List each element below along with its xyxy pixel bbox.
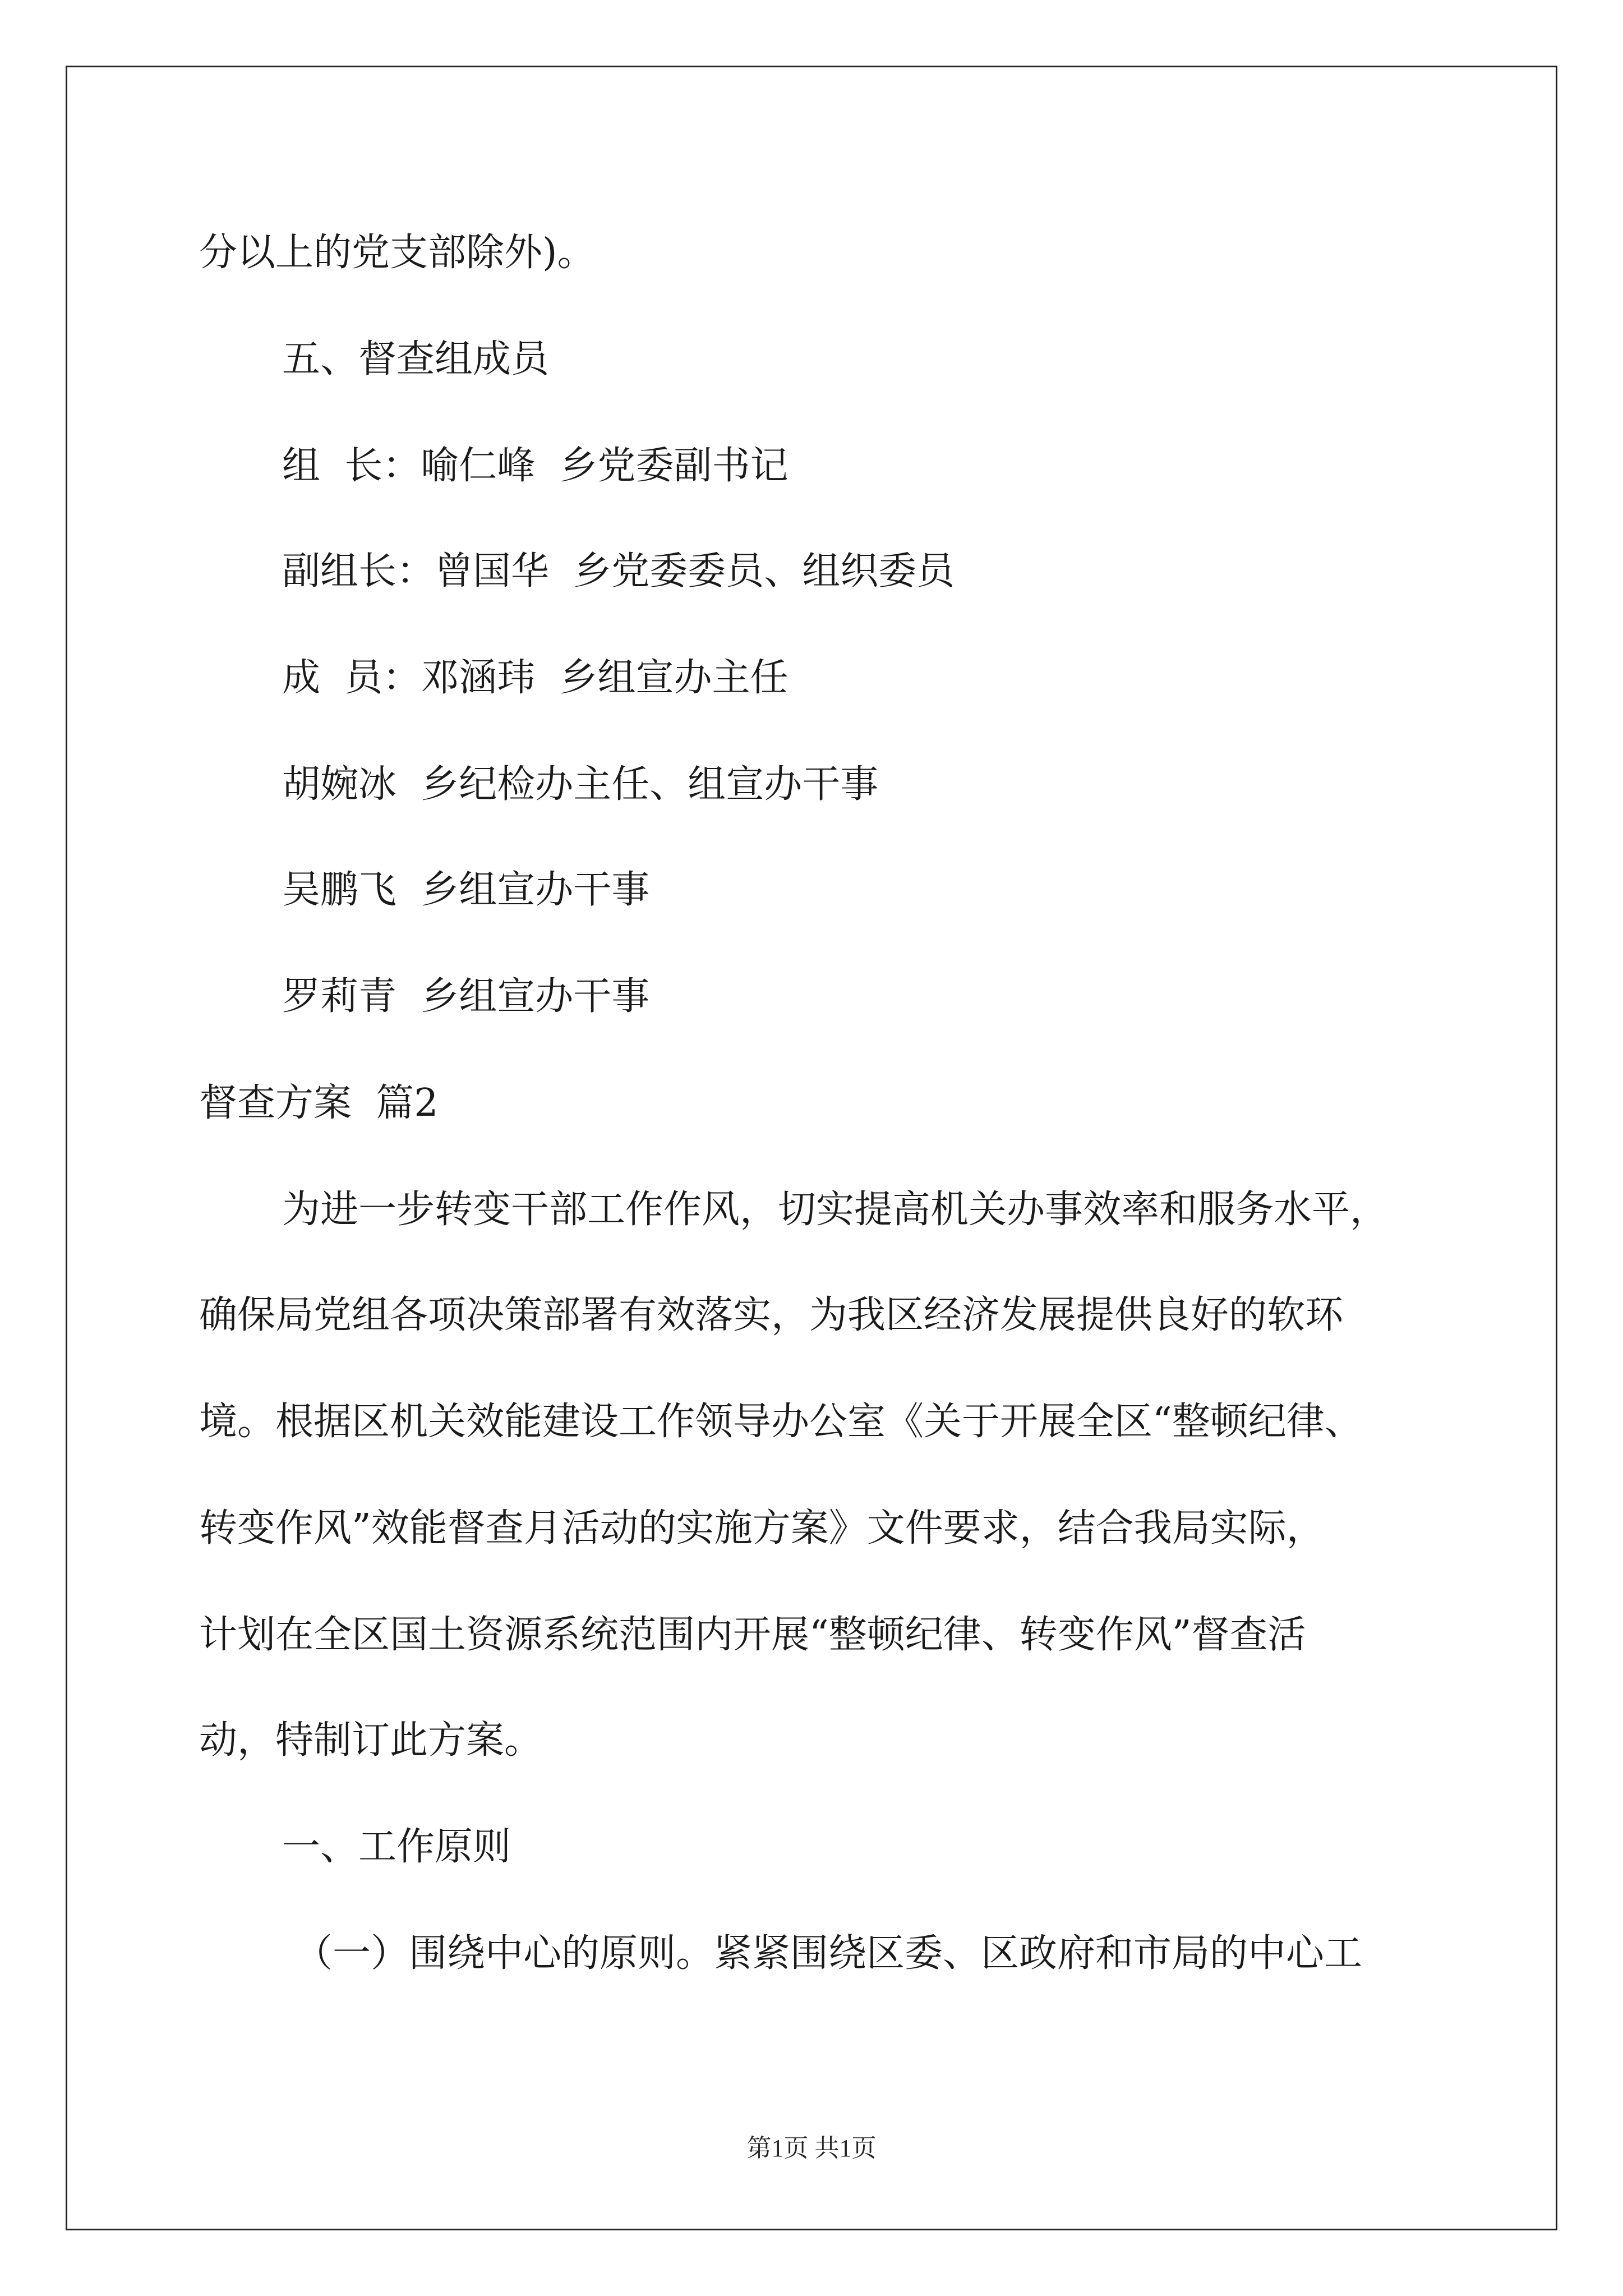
paragraph-line: （一）围绕中心的原则。紧紧围绕区委、区政府和市局的中心工 (294, 1931, 1363, 1976)
paragraph-line: 动，特制订此方案。 (199, 1718, 543, 1763)
member-line: 副组长：曾国华 乡党委委员、组织委员 (282, 549, 955, 593)
section-heading: 一、工作原则 (282, 1825, 511, 1869)
paragraph-line: 分以上的党支部除外)。 (199, 231, 596, 275)
paragraph-line: 确保局党组各项决策部署有效落实，为我区经济发展提供良好的软环 (199, 1293, 1344, 1337)
paragraph-line: 为进一步转变干部工作作风，切实提高机关办事效率和服务水平， (282, 1188, 1389, 1232)
paragraph-line: 计划在全区国土资源系统范围内开展“整顿纪律、转变作风”督查活 (199, 1613, 1306, 1657)
member-line: 组 长：喻仁峰 乡党委副书记 (282, 444, 789, 488)
member-line: 胡婉冰 乡纪检办主任、组宣办干事 (282, 762, 879, 807)
member-line: 吴鹏飞 乡组宣办干事 (282, 868, 650, 912)
member-line: 罗莉青 乡组宣办干事 (282, 974, 650, 1019)
page-border (66, 66, 1557, 2230)
page-footer: 第1页 共1页 (746, 2134, 877, 2162)
article-title: 督查方案 篇2 (199, 1081, 439, 1125)
section-heading: 五、督查组成员 (282, 337, 550, 381)
paragraph-line: 境。根据区机关效能建设工作领导办公室《关于开展全区“整顿纪律、 (199, 1400, 1363, 1444)
member-line: 成 员：邓涵玮 乡组宣办主任 (282, 656, 789, 700)
paragraph-line: 转变作风”效能督查月活动的实施方案》文件要求，结合我局实际， (199, 1506, 1325, 1550)
